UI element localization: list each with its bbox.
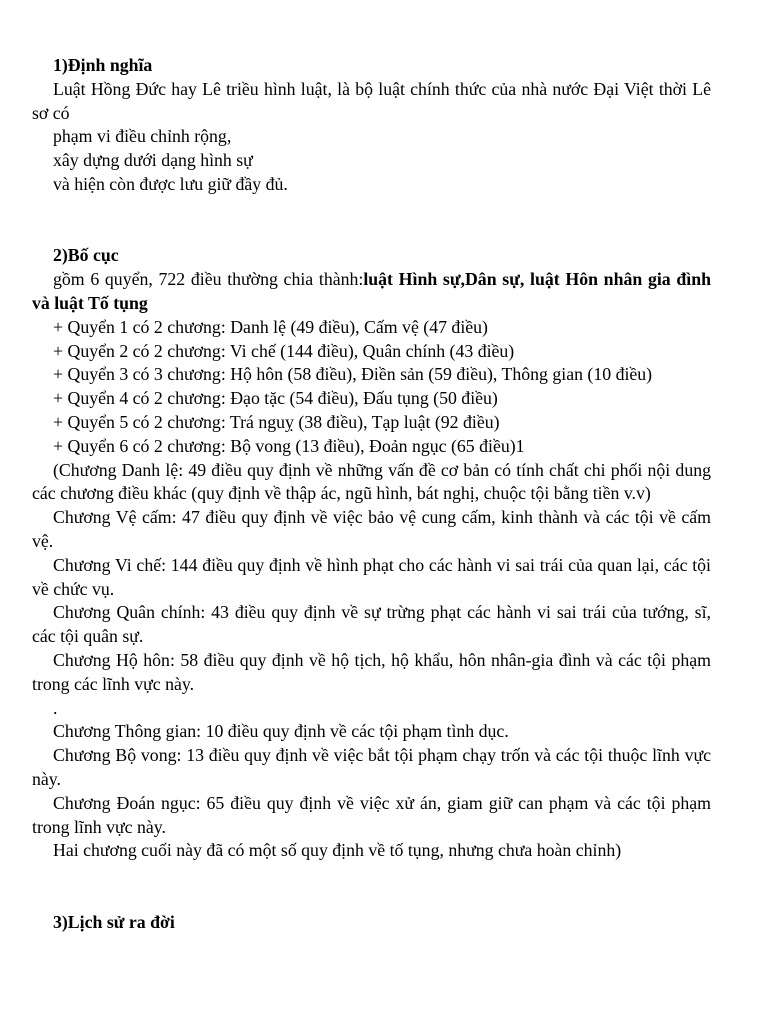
- heading-definition: 1)Định nghĩa: [53, 55, 153, 75]
- chapter-description: Chương Hộ hôn: 58 điều quy định về hộ tịch, hộ khẩu, hôn nhân-gia đình và các tội phạm trong các lĩnh vực này.: [32, 649, 711, 694]
- book-item: + Quyển 1 có 2 chương: Danh lệ (49 điều), Cấm vệ (47 điều): [53, 316, 488, 337]
- document-page: [32, 54, 711, 934]
- chapter-description: Chương Bộ vong: 13 điều quy định về việc bắt tội phạm chạy trốn và các tội thuộc lĩnh vực này.: [32, 745, 711, 789]
- heading-history: 3)Lịch sử ra đời: [53, 911, 175, 932]
- structure-intro-bold: luật Hình sự,Dân sự, luật Hôn nhân gia đình và luật Tố tụng: [32, 269, 711, 313]
- section-spacer: [32, 863, 711, 911]
- book-item: + Quyển 5 có 2 chương: Trá nguỵ (38 điều), Tạp luật (92 điều): [53, 411, 500, 432]
- structure-intro: [32, 268, 711, 316]
- chapter-description: .: [53, 697, 58, 718]
- book-item: + Quyển 3 có 3 chương: Hộ hôn (58 điều), Điền sản (59 điều), Thông gian (10 điều): [53, 364, 653, 385]
- heading-structure: 2)Bố cục: [53, 245, 119, 266]
- definition-line: xây dựng dưới dạng hình sự: [53, 150, 253, 171]
- book-item: + Quyển 6 có 2 chương: Bộ vong (13 điều), Đoản ngục (65 điều)1: [53, 435, 525, 456]
- definition-line: và hiện còn được lưu giữ đầy đủ.: [53, 173, 288, 194]
- book-item: + Quyển 2 có 2 chương: Vi chế (144 điều), Quân chính (43 điều): [53, 340, 515, 361]
- structure-intro-text: gồm 6 quyển, 722 điều thường chia thành:: [53, 269, 364, 290]
- chapter-description: Hai chương cuối này đã có một số quy định về tố tụng, nhưng chưa hoàn chỉnh): [53, 840, 622, 861]
- section-spacer: [32, 197, 711, 245]
- chapter-description: Chương Vệ cấm: 47 điều quy định về việc bảo vệ cung cấm, kinh thành và các tội về cấm vệ.: [32, 507, 711, 551]
- chapter-description: Chương Quân chính: 43 điều quy định về sự trừng phạt các hành vi sai trái của tướng, sĩ, các tội quân sự.: [32, 602, 711, 647]
- definition-line: phạm vi điều chỉnh rộng,: [53, 126, 232, 147]
- chapter-description: Chương Đoán ngục: 65 điều quy định về việc xử án, giam giữ can phạm và các tội phạm trong lĩnh vực này.: [32, 792, 711, 837]
- chapter-description: Chương Vi chế: 144 điều quy định về hình phạt cho các hành vi sai trái của quan lại, các tội về chức vụ.: [32, 554, 711, 599]
- chapter-description: Chương Thông gian: 10 điều quy định về các tội phạm tình dục.: [53, 721, 509, 742]
- chapter-description: (Chương Danh lệ: 49 điều quy định về những vấn đề cơ bản có tính chất chi phối nội dung các chương điều khác (quy định về thập ác, ngũ hình, bát nghị, chuộc tội bằng tiền v.v): [32, 459, 711, 504]
- definition-line: Luật Hồng Đức hay Lê triều hình luật, là bộ luật chính thức của nhà nước Đại Việt thời Lê sơ có: [32, 78, 711, 123]
- book-item: + Quyển 4 có 2 chương: Đạo tặc (54 điều), Đấu tụng (50 điều): [53, 388, 498, 409]
